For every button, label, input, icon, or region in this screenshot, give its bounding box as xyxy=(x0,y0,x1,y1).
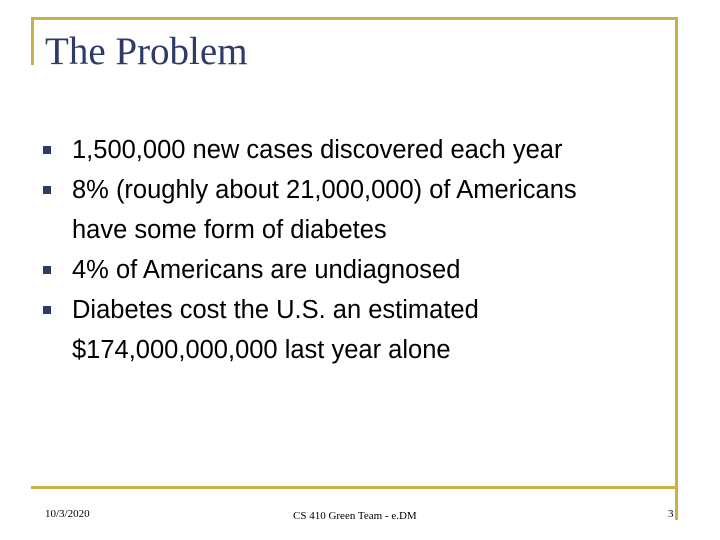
bullet-text xyxy=(72,290,670,370)
bullet-line: 4% of Americans are undiagnosed xyxy=(72,256,461,284)
bullet-item xyxy=(40,250,670,290)
right-border-rule xyxy=(675,17,678,520)
footer-rule xyxy=(31,486,678,489)
square-bullet-icon xyxy=(40,290,72,330)
bullet-line: Diabetes cost the U.S. an estimated xyxy=(72,296,479,324)
bullet-text xyxy=(72,250,670,290)
bullet-line: have some form of diabetes xyxy=(72,216,387,244)
bullet-item xyxy=(40,130,670,170)
bullet-text xyxy=(72,170,670,250)
bullet-text xyxy=(72,130,670,170)
bullet-item xyxy=(40,170,670,250)
slide-title: The Problem xyxy=(45,30,248,73)
footer-title: CS 410 Green Team - e.DM xyxy=(293,510,417,522)
slide-number: 3 xyxy=(668,508,674,520)
bullet-line: 1,500,000 new cases discovered each year xyxy=(72,136,563,164)
square-bullet-icon xyxy=(40,170,72,210)
bullet-item xyxy=(40,290,670,370)
footer-date: 10/3/2020 xyxy=(45,508,90,520)
title-top-rule xyxy=(31,17,678,20)
bullet-line: 8% (roughly about 21,000,000) of Americans xyxy=(72,176,577,204)
square-bullet-icon xyxy=(40,250,72,290)
title-left-rule xyxy=(31,17,34,65)
bullet-list xyxy=(40,130,670,370)
square-bullet-icon xyxy=(40,130,72,170)
bullet-line: $174,000,000,000 last year alone xyxy=(72,336,451,364)
